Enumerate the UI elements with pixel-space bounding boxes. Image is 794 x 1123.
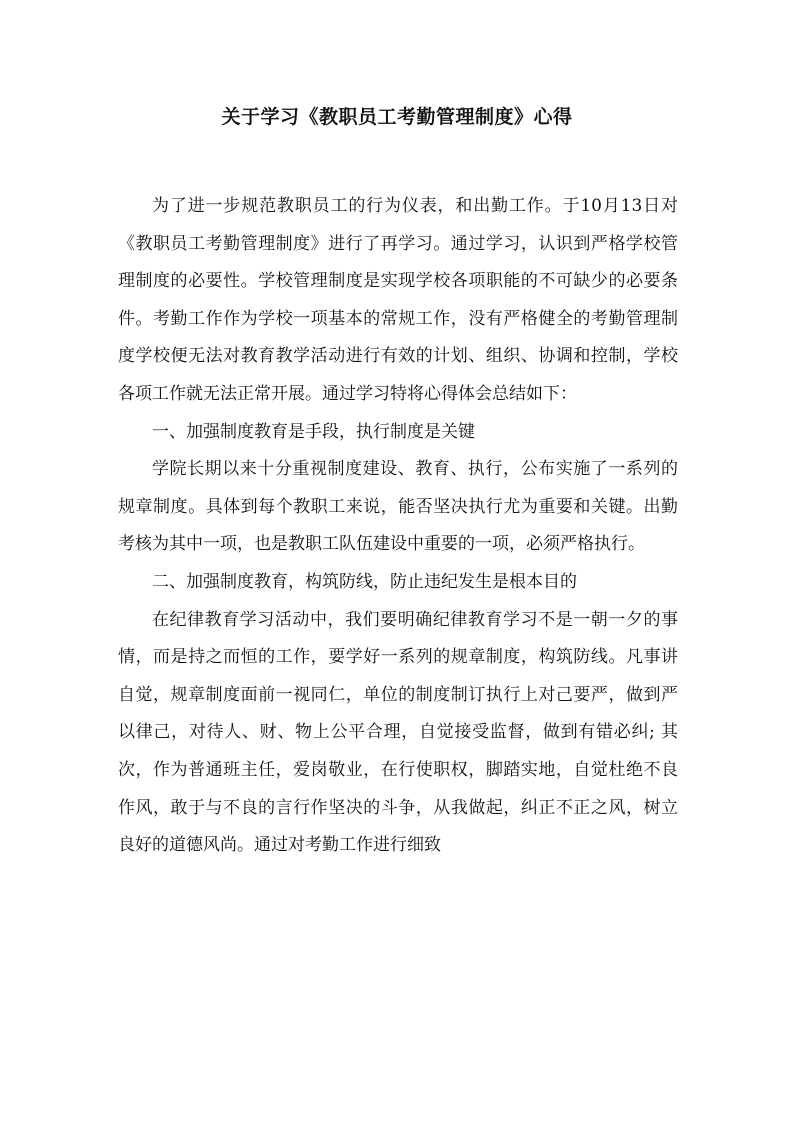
document-body <box>118 188 678 865</box>
section-heading-1: 一、加强制度教育是手段，执行制度是关键 <box>152 421 475 442</box>
section-heading-2: 二、加强制度教育，构筑防线，防止违纪发生是根本目的 <box>152 571 577 592</box>
document-title: 关于学习《教职员工考勤管理制度》心得 <box>221 106 573 128</box>
paragraph-intro: 为了进一步规范教职员工的行为仪表，和出勤工作。于10月13日对《教职员工考勤管理制度》进行了再学习。通过学习，认识到严格学校管理制度的必要性。学校管理制度是实现学校各项职能的不可缺少的必要条件。考勤工作作为学校一项基本的常规工作，没有严格健全的考勤管理制度学校便无法对教育教学活动进行有效的计划、组织、协调和控制，学校各项工作就无法正常开展。通过学习特将心得体会总结如下： <box>118 196 678 404</box>
paragraph-section-1: 学院长期以来十分重视制度建设、教育、执行，公布实施了一系列的规章制度。具体到每个教职工来说，能否坚决执行尤为重要和关键。出勤考核为其中一项，也是教职工队伍建设中重要的一项，必须严格执行。 <box>118 459 678 555</box>
paragraph-section-2: 在纪律教育学习活动中，我们要明确纪律教育学习不是一朝一夕的事情，而是持之而恒的工作，要学好一系列的规章制度，构筑防线。凡事讲自觉，规章制度面前一视同仁，单位的制度制订执行上对己要严，做到严以律己，对待人、财、物上公平合理，自觉接受监督，做到有错必纠; 其次，作为普通班主任，爱岗敬业，在行使职权，脚踏实地，自觉杜绝不良作风，敢于与不良的言行作坚决的斗争，从我做起，纠正不正之风，树立良好的道德风尚。通过对考勤工作进行细致 <box>118 609 678 856</box>
